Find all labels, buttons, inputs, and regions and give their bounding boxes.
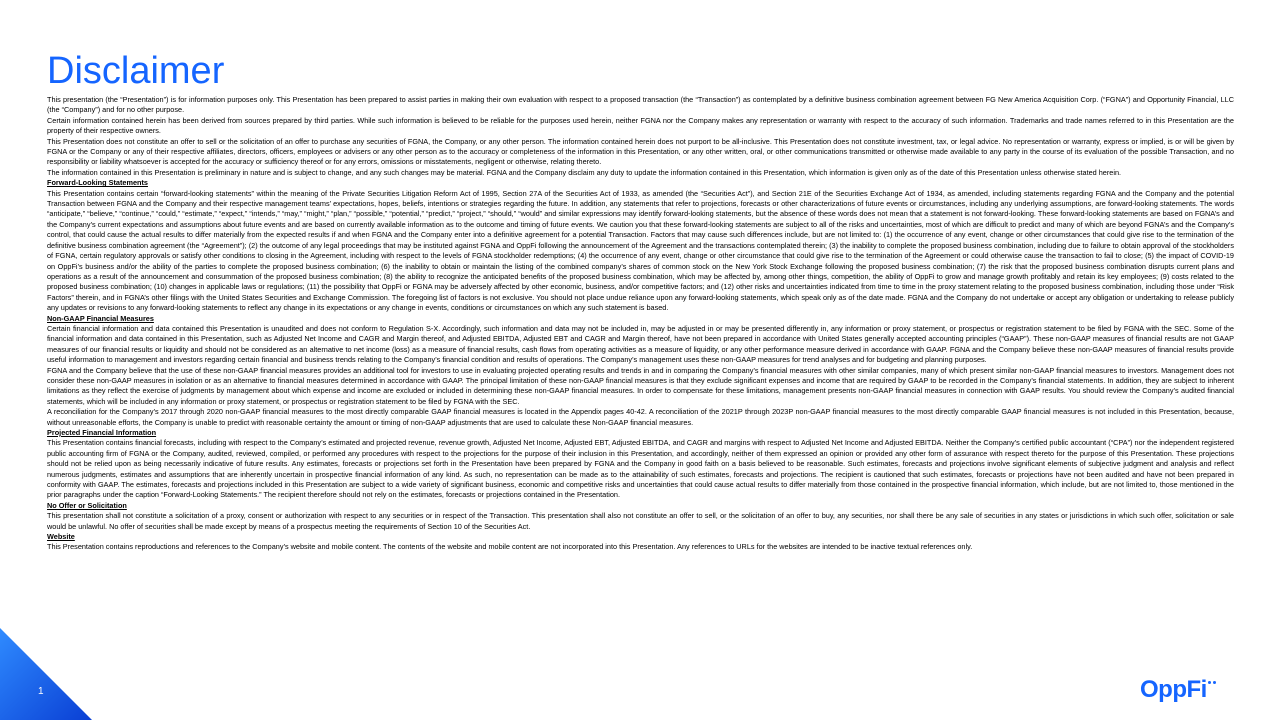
intro-paragraph: This Presentation does not constitute an offer to sell or the solicitation of an offer to purchase any securities of FGNA, the Company, or any other person. The information contained herein does not purport to be all-inclusive. This Presentation does not constitute investment, tax, or legal advice. No representation or warranty, express or implied, is or will be given by FGNA or the Company or any of their respective affiliates, directors, officers, employees or advisers or any other person as to the accuracy or completeness of the information in this Presentation, or any other written, oral, or other communications transmitted or otherwise made available to any party in the course of its evaluation of the possible Transaction, and no responsibility or liability whatsoever is accepted for the accuracy or sufficiency thereof or for any errors, omissions or misstatements, negligent or otherwise, relating thereto. xyxy=(47,136,1234,167)
section-heading-non-gaap: Non-GAAP Financial Measures xyxy=(47,313,154,323)
intro-paragraph: This presentation (the “Presentation”) is for information purposes only. This Presentation has been prepared to assist parties in making their own evaluation with respect to a proposed transaction (the “Transaction”) as contemplated by a definitive business combination agreement between FG New America Acquisition Corp. (“FGNA”) and Opportunity Financial, LLC (the “Company”) and for no other purpose. xyxy=(47,95,1234,115)
section-heading-forward-looking: Forward-Looking Statements xyxy=(47,178,148,188)
non-gaap-paragraph: Certain financial information and data contained this Presentation is unaudited and does not conform to Regulation S-X. Accordingly, such information and data may not be included in, may be adjusted in or may be presented differently in, any information or proxy statement, or prospectus or registration statement to be filed by FGNA with the SEC. Some of the financial information and data contained in this Presentation, such as Adjusted Net Income and CAGR and Margin thereof, and Adjusted EBITDA, Adjusted EBT and CAGR and Margin thereof, have not been prepared in accordance with United States generally accepted accounting principles (“GAAP”). These non-GAAP measures of financial results are not GAAP measures of our financial results or liquidity and should not be considered as an alternative to net income (loss) as a measure of financial results, cash flows from operating activities as a measure of liquidity, or any other performance measure derived in accordance with GAAP. FGNA and the Company believe these non-GAAP measures of financial results provide useful information to management and investors regarding certain financial and business trends relating to the Company’s financial condition and results of operations. The Company’s management uses these non-GAAP measures for trend analyses and for budgeting and planning purposes. xyxy=(47,323,1234,365)
non-gaap-paragraph: FGNA and the Company believe that the use of these non-GAAP financial measures provides an additional tool for investors to use in evaluating projected operating results and trends in and in comparing the Company’s financial measures with other similar companies, many of which present similar non-GAAP financial measures to investors. Management does not consider these non-GAAP measures in isolation or as an alternative to financial measures determined in accordance with GAAP. The principal limitation of these non-GAAP financial measures is that they exclude significant expenses and income that are required by GAAP to be recorded in the Company’s financial statements. In addition, they are subject to inherent limitations as they reflect the exercise of judgments by management about which expense and income are excluded or included in determining these non-GAAP financial measures. In order to compensate for these limitations, management presents non-GAAP financial measures in connection with GAAP results. You should review the Company’s audited financial statements, which will be included in any information or proxy statement, or prospectus or registration statement to be filed by FGNA with the SEC. xyxy=(47,365,1234,406)
section-heading-no-offer: No Offer or Solicitation xyxy=(47,500,127,510)
section-heading-projected: Projected Financial Information xyxy=(47,428,157,437)
website-paragraph: This Presentation contains reproductions and references to the Company’s website and mobile content. The contents of the website and mobile content are not incorporated into this Presentation. Any references to URLs for the websites are intended to be inactive textual references only. xyxy=(47,542,973,552)
forward-looking-paragraph: This Presentation contains certain “forward-looking statements” within the meaning of the Private Securities Litigation Reform Act of 1995, Section 27A of the Securities Act of 1933, as amended (the “Securities Act”), and Section 21E of the Securities Exchange Act of 1934, as amended, including statements regarding FGNA and the Company and the potential Transaction between FGNA and the Company and their respective management teams’ expectations, hopes, beliefs, intentions or strategies regarding the future. In addition, any statements that refer to projections, forecasts or other characterizations of future events or circumstances, including any underlying assumptions, are forward-looking statements. The words “anticipate,” “believe,” “continue,” “could,” “estimate,” “expect,” “intends,” “may,” “might,” “plan,” “possible,” “potential,” “predict,” “project,” “should,” “would” and similar expressions may identify forward-looking statements, but the absence of these words does not mean that a statement is not forward-looking. These forward-looking statements are based on FGNA’s and the Company’s current expectations and assumptions about future events and are based on currently available information as to the outcome and timing of future events. We caution you that these forward-looking statements are subject to all of the risks and uncertainties, most of which are difficult to predict and many of which are beyond FGNA’s and the Company’s control, that could cause the actual results to differ materially from the expected results if and when FGNA and the Company enter into a definitive agreement for a potential Transaction. Factors that may cause such differences include, but are not limited to: (1) the occurrence of any event, change or other circumstances that could give rise to the termination of the definitive business combination agreement (the “Agreement”); (2) the outcome of any legal proceedings that may be instituted against FGNA and OppFi following the announcement of the Agreement and the transactions contemplated therein; (3) the inability to complete the proposed business combination, including due to failure to obtain approval of the stockholders of FGNA, certain regulatory approvals or satisfy other conditions to closing in the Agreement, including with respect to the levels of FGNA stockholder redemptions; (4) the occurrence of any event, change or other circumstance that could give rise to the termination of the Agreement or could otherwise cause the transaction to fail to close; (5) the impact of COVID-19 on OppFi’s business and/or the ability of the parties to complete the proposed business combination; (6) the inability to obtain or maintain the listing of the combined company’s shares of common stock on the New York Stock Exchange following the proposed business combination; (7) the risk that the proposed business combination disrupts current plans and operations as a result of the announcement and consummation of the proposed business combination; (8) the ability to recognize the anticipated benefits of the proposed business combination, which may be affected by, among other things, competition, the ability of OppFi to grow and manage growth profitably and retain its key employees; (9) costs related to the proposed business combination; (10) changes in applicable laws or regulations; (11) the possibility that OppFi or FGNA may be adversely affected by other economic, business, and/or competitive factors; and (12) other risks and uncertainties indicated from time to time in the proxy statement relating to the proposed business combination, including those under “Risk Factors” therein, and in FGNA’s other filings with the United States Securities and Exchange Commission. The foregoing list of factors is not exclusive. You should not place undue reliance upon any forward-looking statements, which speak only as of the date made. FGNA and the Company do not undertake or accept any obligation or undertaking to release publicly any updates or revisions to any forward-looking statements to reflect any change in its expectations or any change in events, conditions or circumstances on which any such statement is based. xyxy=(47,188,1234,313)
projected-paragraph: This Presentation contains financial forecasts, including with respect to the Company’s estimated and projected revenue, revenue growth, Adjusted Net Income, Adjusted EBT, Adjusted EBITDA, and CAGR and margins with respect to Adjusted Net Income and Adjusted EBITDA. Neither the Company’s certified public accountant (“CPA”) nor the independent registered public accounting firm of FGNA or the Company, audited, reviewed, compiled, or performed any procedures with respect to the projections for the purpose of their inclusion in this Presentation, and accordingly, neither of them expressed an opinion or provided any other form of assurance with respect thereto for the purpose of this Presentation. These projections should not be relied upon as being necessarily indicative of future results. Any estimates, forecasts or projections set forth in the Presentation have been prepared by FGNA and the Company in good faith on a basis believed to be reasonable. Such estimates, forecasts and projections involve significant elements of subjective judgment and analysis and reflect numerous judgments, estimates and assumptions that are inherently uncertain in prospective financial information of any kind. As such, no representation can be made as to the attainability of such estimates, forecasts and projections. The recipient is cautioned that such estimates, forecasts or projections have not been audited and have not been prepared in conformity with GAAP. The estimates, forecasts and projections included in this Presentation are subject to a wide variety of significant business, economic and competitive risks and uncertainties that could cause actual results to differ materially from those contained in the prospective financial information, which include, but are not limited to, those mentioned in the prior paragraphs under the caption “Forward-Looking Statements.” The recipient therefore should not rely on the estimates, forecasts or projections contained in the Presentation. xyxy=(47,438,1234,500)
intro-paragraph: The information contained in this Presentation is preliminary in nature and is subject to change, and any such changes may be material. FGNA and the Company disclaim any duty to update the information contained in this Presentation, which information is given only as of the date of this Presentation unless otherwise stated herein. xyxy=(47,167,1122,177)
intro-paragraph: Certain information contained herein has been derived from sources prepared by third parties. While such information is believed to be reliable for the purposes used herein, neither FGNA nor the Company makes any representation or warranty with respect to the accuracy of such information. Trademarks and trade names referred to in this Presentation are the property of their respective owners. xyxy=(47,115,1234,136)
section-heading-website: Website xyxy=(47,532,75,542)
oppfi-logo-icon xyxy=(1140,672,1216,708)
disclaimer-body xyxy=(47,95,1234,553)
logo-text: OppFi xyxy=(1140,676,1207,703)
corner-decoration xyxy=(0,628,92,720)
no-offer-paragraph: This presentation shall not constitute a solicitation of a proxy, consent or authorization with respect to any securities or in respect of the Transaction. This presentation shall also not constitute an offer to sell, or the solicitation of an offer to buy, any securities, nor shall there be any sale of securities in any states or jurisdictions in which such offer, solicitation or sale would be unlawful. No offer of securities shall be made except by means of a prospectus meeting the requirements of Section 10 of the Securities Act. xyxy=(47,511,1234,531)
page-title: Disclaimer xyxy=(47,50,225,92)
page-number: 1 xyxy=(38,686,44,697)
non-gaap-paragraph: A reconciliation for the Company’s 2017 through 2020 non-GAAP financial measures to the most directly comparable GAAP financial measures is located in the Appendix pages 40-42. A reconciliation of the 2021P through 2023P non-GAAP financial measures to the most directly comparable GAAP financial measures is not included in this Presentation, because, without unreasonable efforts, the Company is unable to predict with reasonable certainty the amount or timing of non-GAAP adjustments that are used to calculate these Non-GAAP financial measures. xyxy=(47,407,1234,427)
logo-dots xyxy=(1208,681,1216,684)
